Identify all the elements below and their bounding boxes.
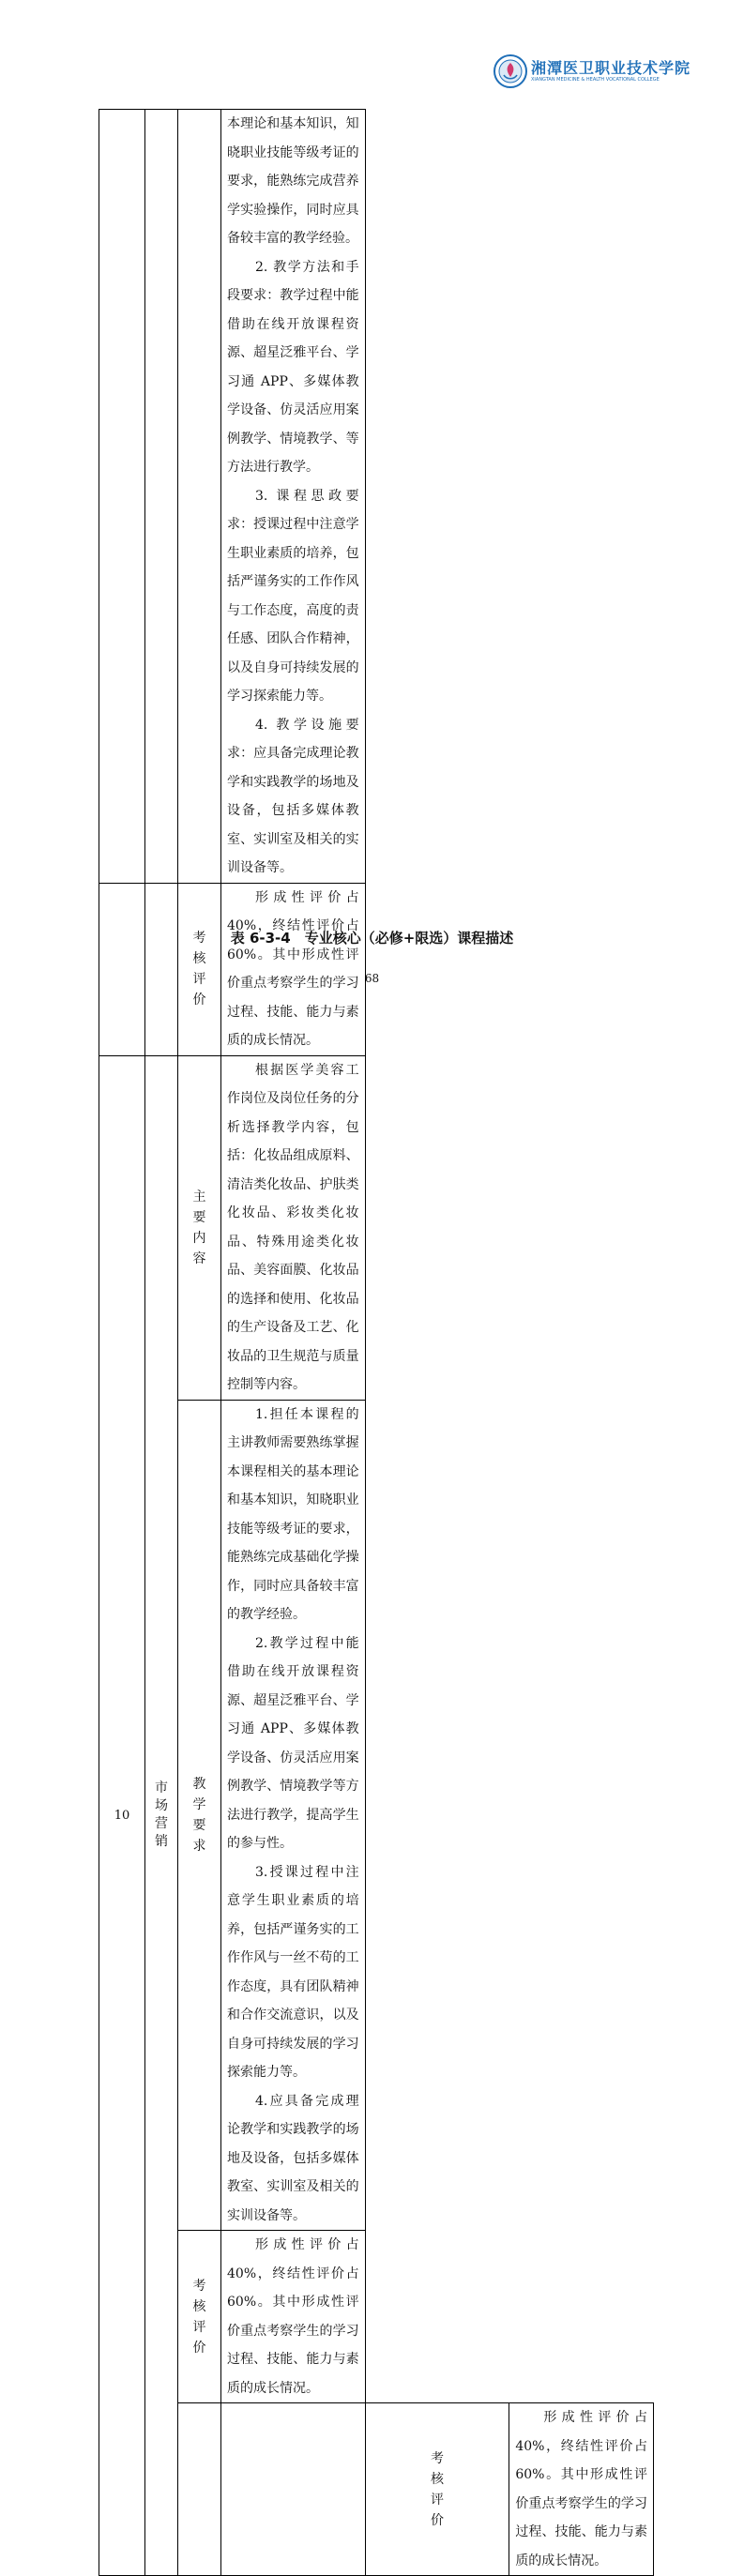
table-row — [99, 2403, 654, 2576]
logo-english-name: XIANGTAN MEDICINE & HEALTH VOCATIONAL COLLEGE — [531, 77, 660, 83]
table-caption: 表 6-3-4 专业核心（必修+限选）课程描述 — [230, 930, 514, 947]
paragraph: 2. 教学方法和手段要求：教学过程中能借助在线开放课程资源、超星泛雅平台、学习通 APP、多媒体教学设备、仿灵活应用案例教学、情境教学、等方法进行教学。 — [227, 259, 359, 475]
paragraph: 4. 教学设施要求：应具备完成理论教学和实践教学的场地及设备，包括多媒体教室、实训室及相关的实训设备等。 — [227, 717, 359, 875]
assessment-text: 形成性评价占 40%，终结性评价占 60%。其中形成性评价重点考察学生的学习过程、技能、能力与素质的成长情况。 — [227, 2237, 359, 2396]
main-content-label: 主要内容 — [192, 1189, 206, 1266]
page-number: 68 — [364, 972, 380, 985]
assessment-label: 考核评价 — [192, 2278, 206, 2356]
teaching-requirements-label: 教学要求 — [192, 1776, 206, 1854]
paragraph: 3.授课过程中注意学生职业素质的培养，包括严谨务实的工作作风与一丝不苟的工作态度，具有团队精神和合作交流意识，以及自身可持续发展的学习探索能力等。 — [227, 1864, 359, 2080]
paragraph: 本理论和基本知识，知晓职业技能等级考证的要求，能熟练完成营养学实验操作，同时应具备较丰富的教学经验。 — [227, 116, 359, 246]
paragraph: 1.担任本课程的主讲教师需要熟练掌握本课程相关的基本理论和基本知识，知晓职业技能等级考证的要求，能熟练完成基础化学操作，同时应具备较丰富的教学经验。 — [227, 1406, 359, 1622]
table-row — [99, 110, 654, 884]
table-row — [99, 1400, 654, 2231]
table-row — [99, 1055, 654, 1400]
paragraph: 2.教学过程中能借助在线开放课程资源、超星泛雅平台、学习通 APP、多媒体教学设备、仿灵活应用案例教学、情境教学等方法进行教学，提高学生的参与性。 — [227, 1635, 359, 1851]
teaching-requirements-text-prev — [221, 110, 366, 884]
table-row — [99, 2231, 654, 2403]
paragraph: 3. 课程思政要求：授课过程中注意学生职业素质的培养，包括严谨务实的工作作风与工作态度，高度的责任感、团队合作精神，以及自身可持续发展的学习探索能力等。 — [227, 488, 359, 704]
assessment-label: 考核评价 — [430, 2450, 444, 2528]
assessment-text: 形成性评价占 40%，终结性评价占 60%。其中形成性评价重点考察学生的学习过程、技能、能力与素质的成长情况。 — [515, 2410, 647, 2568]
assessment-text: 形成性评价占 40%，终结性评价占 60%。其中形成性评价重点考察学生的学习过程、技能、能力与素质的成长情况。 — [227, 889, 359, 1048]
course-name: 市场营销 — [155, 1780, 168, 1850]
course-number: 10 — [99, 1055, 145, 2576]
assessment-label: 考核评价 — [192, 931, 206, 1008]
table-row — [99, 883, 654, 1055]
main-content-text: 根据医学美容工作岗位及岗位任务的分析选择教学内容，包括：化妆品组成原料、清洁类化妆品、护肤类化妆品、彩妆类化妆品、特殊用途类化妆品、美容面膜、化妆品的选择和使用、化妆品的生产设备及工艺、化妆品的卫生规范与质量控制等内容。 — [227, 1062, 359, 1392]
paragraph: 4.应具备完成理论教学和实践教学的场地及设备，包括多媒体教室、实训室及相关的实训设备等。 — [227, 2093, 359, 2223]
college-logo — [493, 54, 691, 88]
college-emblem-icon — [493, 54, 527, 88]
course-description-table — [99, 109, 654, 2576]
logo-chinese-name: 湘潭医卫职业技术学院 — [531, 59, 691, 77]
